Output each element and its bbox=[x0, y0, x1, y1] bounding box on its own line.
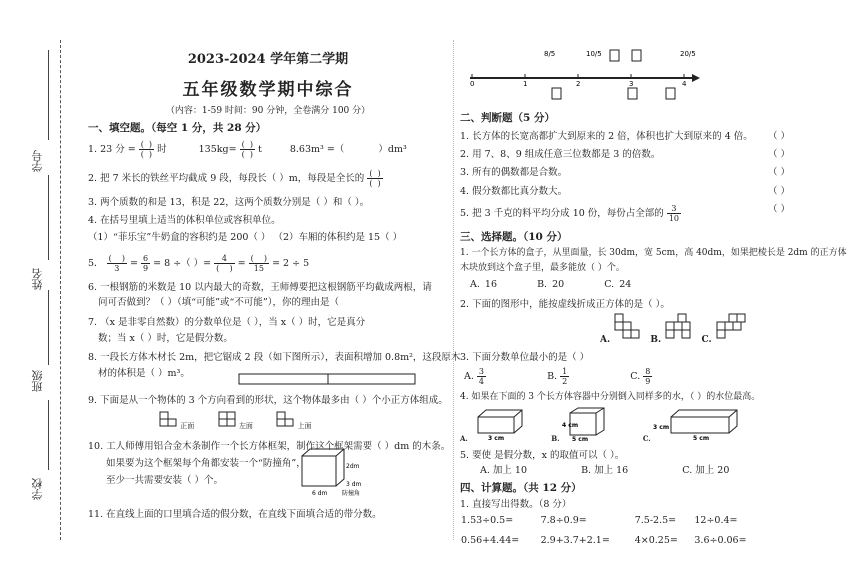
section-judge: 二、判断题（5 分） bbox=[460, 112, 555, 124]
q10-width-label: 3 dm bbox=[346, 481, 362, 488]
table-row bbox=[460, 514, 765, 527]
q10-front-face bbox=[302, 456, 336, 486]
choice-2-option-c[interactable]: C. bbox=[701, 335, 712, 346]
q5-end: = 2 ÷ 5 bbox=[272, 257, 310, 269]
class-write-line[interactable] bbox=[48, 290, 49, 365]
calc-table bbox=[460, 514, 765, 547]
q9-top-view-icon bbox=[275, 410, 295, 428]
q2-text: 2. 把 7 米长的铁丝平均截成 9 段，每段长（ ）m，每段是全长的 bbox=[88, 173, 365, 185]
q5-fraction-3[interactable]: $\frac{4}{( )}$ bbox=[216, 253, 233, 273]
container-b-width: 5 cm bbox=[571, 436, 589, 444]
choice-4-option-c[interactable]: C. bbox=[642, 434, 651, 444]
q5-number: 5． bbox=[88, 257, 104, 269]
question-10-line-1: 10. 工人师傅用铝合金木条制作一个长方体框架，制作这个框架需要（ ）dm 的木条。 bbox=[88, 440, 451, 452]
choice-3-frac-b: $\frac{1}{2}$ bbox=[562, 367, 568, 387]
question-6-line-2: 问可否做到？（ ）（填“可能”或“不可能”），你的理由是（ bbox=[98, 296, 339, 308]
calc-item[interactable]: 1.53÷0.5= bbox=[461, 515, 514, 527]
question-8-line-1: 8. 一段长方体木材长 2m，把它锯成 2 段（如下图所示），表面积增加 0.8m²，这段原木 bbox=[88, 352, 461, 364]
judge-3 bbox=[460, 167, 790, 178]
number-line-tick-1: 1 bbox=[523, 80, 528, 88]
calc-item[interactable]: 4×0.25= bbox=[634, 534, 678, 546]
judge-1-text: 1. 长方体的长宽高都扩大到原来的 2 倍，体积也扩大到原来的 4 倍。 bbox=[460, 130, 753, 142]
q1c-text: 8.63m³ =（ bbox=[289, 144, 345, 156]
choice-3-option-c[interactable]: C. bbox=[630, 371, 641, 383]
q5-middle: = 8 ÷（ ）= bbox=[153, 257, 212, 269]
choice-3: 3. 下面分数单位最小的是（ ） bbox=[460, 351, 590, 363]
number-line-box-top-2[interactable] bbox=[632, 50, 641, 61]
student-number-label: 学号 bbox=[31, 150, 44, 172]
judge-2 bbox=[460, 149, 790, 160]
judge-5 bbox=[460, 204, 790, 223]
question-10-line-3: 至少一共需要安装（ ）个。 bbox=[106, 475, 224, 487]
question-4: 4. 在括号里填上适当的体积单位或容积单位。 bbox=[88, 214, 281, 226]
question-11: 11. 在直线上面的口里填合适的假分数，在直线下面填合适的带分数。 bbox=[88, 508, 382, 520]
q2-blank-fraction[interactable]: $\frac{( )}{( )}$ bbox=[369, 169, 381, 189]
question-3: 3. 两个质数的和是 13，积是 22，这两个质数分别是（ ）和（ ）。 bbox=[88, 197, 370, 209]
number-line-figure bbox=[460, 46, 760, 108]
q10-bumper-label: 防撞角 bbox=[342, 490, 361, 497]
school-write-line[interactable] bbox=[48, 400, 49, 470]
judge-3-blank[interactable]: （ ） bbox=[767, 167, 790, 179]
choice-3-option-b[interactable]: B. bbox=[547, 371, 558, 383]
choice-4-option-a[interactable]: A. bbox=[460, 434, 468, 444]
term-title: 2023-2024 学年第二学期 bbox=[187, 52, 349, 67]
q10-frame-figure bbox=[296, 446, 376, 498]
q1b-blank-fraction[interactable]: $\frac{( )}{( )}$ bbox=[241, 140, 253, 160]
calc-item[interactable]: 7.5-2.5= bbox=[634, 515, 677, 527]
q1a-blank-fraction[interactable]: $\frac{( )}{( )}$ bbox=[140, 140, 153, 160]
choice-3-frac-a: $\frac{3}{4}$ bbox=[478, 367, 485, 387]
q5-fraction-2: $\frac{6}{9}$ bbox=[143, 253, 149, 273]
q5-fraction-1[interactable]: $\frac{( )}{3}$ bbox=[108, 253, 125, 273]
calc-item[interactable]: 7.8÷0.9= bbox=[540, 515, 587, 527]
choice-1-line-2: 木块放到这个盒子里，最多能放（ ）个。 bbox=[460, 262, 625, 273]
q1c-unit: ）dm³ bbox=[378, 144, 407, 156]
judge-1 bbox=[460, 131, 790, 142]
number-line-tick-4: 4 bbox=[682, 80, 687, 88]
question-4-parts: （1）“菲乐宝”牛奶盒的容积约是 200（ ） （2）车厢的体积约是 15（ ） bbox=[88, 232, 403, 244]
choice-5-option-c[interactable]: C. 加上 20 bbox=[682, 464, 730, 476]
q8-wood-figure bbox=[238, 372, 418, 386]
q10-length-label: 6 dm bbox=[312, 490, 328, 497]
q5-fraction-4[interactable]: $\frac{( )}{15}$ bbox=[250, 253, 268, 273]
container-c-height: 3 cm bbox=[653, 424, 670, 432]
question-7 bbox=[88, 317, 448, 328]
q9-front-view-icon bbox=[158, 410, 178, 428]
container-c-icon bbox=[653, 407, 743, 441]
left-column bbox=[88, 50, 461, 520]
q9-top-label: 上面 bbox=[297, 422, 312, 431]
q1b-text: 135kg= bbox=[198, 144, 237, 156]
judge-5-fraction: $\frac{3}{10}$ bbox=[668, 204, 680, 224]
binding-strip bbox=[0, 0, 80, 561]
question-9: 9. 下面是从一个物体的 3 个方向看到的形状，这个物体最多由（ ）个小正方体组成。 bbox=[88, 394, 448, 406]
q10-height-label: 2dm bbox=[346, 463, 360, 470]
choice-4: 4. 如果在下面的 3 个长方体容器中分别倒入同样多的水，（ ）的水位最高。 bbox=[460, 392, 761, 403]
q9-views bbox=[88, 410, 448, 430]
calc-item[interactable]: 0.56+4.44= bbox=[461, 534, 520, 546]
number-line-box-bottom-1[interactable] bbox=[552, 88, 561, 99]
container-b-icon bbox=[561, 407, 624, 444]
question-2 bbox=[88, 169, 448, 188]
number-line-box-top-1[interactable] bbox=[610, 50, 619, 61]
question-1 bbox=[88, 140, 448, 159]
choice-2: 2. 下面的图形中，能按虚线折成正方体的是（ ）。 bbox=[460, 298, 670, 310]
exam-title: 五年级数学期中综合 bbox=[182, 79, 354, 100]
table-row bbox=[460, 528, 765, 547]
question-7-line-2: 数；当 x（ ）时，它是假分数。 bbox=[98, 332, 233, 344]
number-write-line[interactable] bbox=[48, 50, 49, 140]
judge-4-text: 4. 假分数都比真分数大。 bbox=[460, 185, 568, 197]
calc-item[interactable]: 2.9+3.7+2.1= bbox=[540, 534, 610, 546]
number-line-tick-2: 2 bbox=[576, 80, 581, 88]
choice-4-option-b[interactable]: B. bbox=[551, 434, 560, 444]
number-line-box-bottom-3[interactable] bbox=[666, 88, 675, 99]
container-b-height: 4 cm bbox=[561, 422, 579, 430]
judge-4 bbox=[460, 186, 790, 197]
question-8-line-2: 材的体积是（ ）m³。 bbox=[98, 367, 190, 379]
calc-item[interactable]: 12÷0.4= bbox=[694, 515, 738, 527]
judge-5-blank[interactable]: （ ） bbox=[767, 204, 790, 216]
name-label: 姓名 bbox=[31, 268, 44, 290]
section-fill-blank: 一、填空题。（每空 1 分，共 28 分） bbox=[88, 121, 267, 134]
choice-1-option-c[interactable]: C. 24 bbox=[604, 279, 632, 291]
net-c-icon bbox=[715, 312, 749, 342]
choice-2-option-b[interactable]: B. bbox=[650, 335, 662, 346]
container-a-width: 3 cm bbox=[488, 435, 505, 443]
choice-3-options bbox=[460, 367, 790, 386]
judge-5-text: 5. 把 3 千克的料平均分成 10 份，每份占全部的 bbox=[460, 208, 664, 220]
judge-1-blank[interactable]: （ ） bbox=[767, 130, 790, 142]
choice-2-options bbox=[460, 312, 790, 346]
number-line-frac-1: 8/5 bbox=[544, 50, 556, 58]
q5-equal: = bbox=[130, 257, 138, 269]
school-label: 学校 bbox=[31, 478, 44, 500]
choice-5: 5. 要使 是假分数，x 的取值可以（ ）。 bbox=[460, 449, 625, 461]
container-c-width: 5 cm bbox=[693, 435, 710, 443]
exam-meta: （内容：1-59 时间：90 分钟，全卷满分 100 分） bbox=[165, 105, 371, 116]
judge-4-blank[interactable]: （ ） bbox=[767, 185, 790, 197]
section-calc: 四、计算题。（共 12 分） bbox=[460, 482, 582, 495]
choice-1-option-a[interactable]: A. 16 bbox=[470, 279, 497, 291]
question-10-line-2: 如果要为这个框架每个角都安装一个“防撞角”， bbox=[106, 458, 306, 470]
q8-wood-body bbox=[239, 374, 415, 384]
q9-left-label: 左面 bbox=[238, 422, 253, 431]
class-label: 班级 bbox=[31, 370, 44, 392]
section-choice: 三、选择题。（10 分） bbox=[460, 231, 568, 244]
binding-dashed-line bbox=[60, 40, 61, 540]
number-line-tick-3: 3 bbox=[629, 80, 634, 88]
choice-5-option-a[interactable]: A. 加上 10 bbox=[480, 464, 528, 476]
container-a-icon bbox=[470, 407, 532, 441]
q7-text: 7. （x 是非零自然数）的分数单位是（ ），当 x（ ）时，它是真分 bbox=[88, 317, 366, 329]
choice-2-option-a[interactable]: A. bbox=[600, 335, 611, 346]
choice-1-line-1: 1. 一个长方体的盒子，从里面量，长 30dm，宽 5cm，高 40dm，如果把棱长是 2dm 的正方体 bbox=[460, 247, 847, 258]
number-line-tick-0: 0 bbox=[470, 80, 475, 88]
q1a-text: 1. 23 分 = bbox=[88, 144, 136, 156]
column-divider bbox=[453, 40, 454, 540]
q1a-unit: 时 bbox=[157, 144, 167, 156]
choice-5-options bbox=[460, 465, 790, 476]
number-line-arrow bbox=[692, 74, 700, 82]
right-column bbox=[460, 46, 847, 547]
question-5: 5． $\frac{( )}{3}$ = $\frac{6}{9}$ = 8 ÷（ ）= $\frac{4}{( )}$ = $\frac{( )}{15}$ = 2 ÷ 5 bbox=[88, 253, 310, 273]
number-line-frac-3: 20/5 bbox=[680, 50, 696, 58]
choice-3-frac-c: $\frac{8}{9}$ bbox=[645, 367, 651, 387]
choice-4-options bbox=[460, 407, 790, 443]
calc-heading: 1. 直接写出得数。（8 分） bbox=[460, 498, 572, 510]
question-6-line-1: 6. 一根钢筋的米数是 10 以内最大的奇数，王师傅要把这根钢筋平均截成两根，请 bbox=[88, 281, 432, 293]
q9-left-view-icon bbox=[217, 410, 237, 428]
judge-2-text: 2. 用 7、8、9 组成任意三位数都是 3 的倍数。 bbox=[460, 148, 661, 160]
choice-1-options bbox=[460, 279, 790, 290]
judge-3-text: 3. 所有的偶数都是合数。 bbox=[460, 167, 568, 179]
q9-front-label: 正面 bbox=[180, 422, 195, 431]
q1b-unit: t bbox=[257, 144, 262, 156]
judge-2-blank[interactable]: （ ） bbox=[767, 148, 790, 160]
choice-5-option-b[interactable]: B. 加上 16 bbox=[581, 464, 629, 476]
number-line-frac-2: 10/5 bbox=[586, 50, 602, 58]
name-write-line[interactable] bbox=[48, 175, 49, 260]
net-a-icon bbox=[613, 312, 647, 342]
number-line-box-bottom-2[interactable] bbox=[628, 88, 637, 99]
net-b-icon bbox=[664, 312, 698, 342]
choice-3-option-a[interactable]: A. bbox=[464, 371, 474, 383]
choice-1-option-b[interactable]: B. 20 bbox=[537, 279, 565, 291]
calc-item[interactable]: 3.6÷0.06= bbox=[694, 534, 747, 546]
